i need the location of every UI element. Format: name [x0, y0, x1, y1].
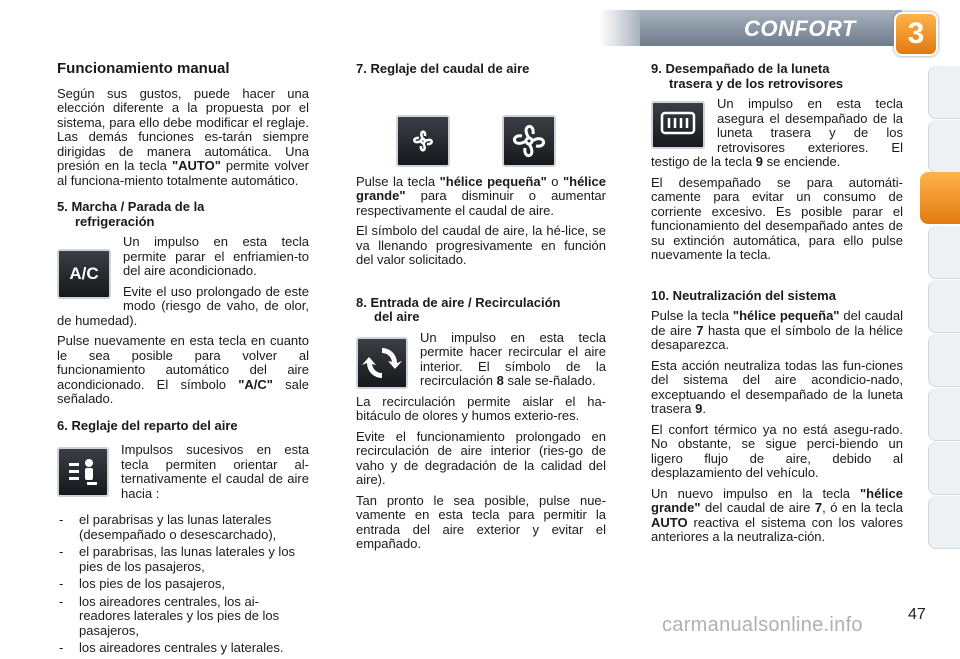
ref-number: 7	[814, 500, 823, 515]
paragraph: El símbolo del caudal de aire, la hé-lice, se va llenando progresivamente en función del valor solicitado.	[356, 223, 606, 267]
chapter-tab[interactable]	[928, 226, 960, 279]
column-1	[57, 62, 309, 659]
text: del caudal de aire	[700, 500, 815, 515]
chapter-tab[interactable]	[928, 496, 960, 549]
text: se enciende.	[763, 154, 841, 169]
text: Según sus gustos, puede hacer una elección diferente a la propuesta por el sistema, para ello debe modificar el reglaje. Las demás funciones es-tarán siempre dirigidas de manera automática. Una presión en la tecla	[57, 85, 309, 173]
paragraph	[651, 309, 903, 353]
title-line: 9. Desempañado de la luneta	[651, 61, 830, 76]
paragraph: La recirculación permite aislar el ha-bitáculo de olores y humos exterio-res.	[356, 393, 606, 423]
title-line: 5. Marcha / Parada de la	[57, 199, 205, 214]
text: reactiva el sistema con los valores anteriores a la neutraliza-ción.	[651, 514, 903, 544]
key-label: "hélice grande"	[356, 173, 606, 203]
recirculation-icon	[358, 339, 406, 387]
chapter-tab-active[interactable]	[920, 172, 960, 224]
ref-number: 9	[695, 401, 703, 416]
fan-icons-row	[356, 83, 606, 171]
text: Pulse la tecla	[651, 308, 733, 323]
paragraph: El desempañado se para automáti-camente para evitar un consumo de corriente excesivo. Es posible parar el funcionamiento del desempañado antes de su extinción automática, para ello pulse nuevamente la tecla.	[651, 174, 903, 262]
large-fan-icon	[502, 115, 556, 167]
air-distribution-list	[57, 513, 309, 656]
paragraph	[651, 487, 903, 545]
ref-number: 9	[755, 154, 764, 169]
chapter-tab[interactable]	[928, 280, 960, 333]
chapter-tab[interactable]	[928, 120, 960, 173]
paragraph: El confort térmico ya no está asegu-rado. No obstante, se sigue perci-biendo un ligero flujo de aire, debido al desplazamiento del vehículo.	[651, 421, 903, 480]
paragraph: Evite el funcionamiento prolongado en recirculación de aire interior (ries-go de vaho y de degradación de la calidad del aire).	[356, 428, 606, 487]
text: del caudal de aire	[651, 308, 904, 338]
list-item: - el parabrisas, las lunas laterales y los pies de los pasajeros,	[57, 545, 309, 574]
title-line: refrigeración	[75, 213, 155, 229]
list-item: - los aireadores centrales y laterales.	[57, 641, 309, 656]
small-fan-icon	[398, 117, 448, 165]
column-3	[651, 62, 903, 551]
key-label: "hélice grande"	[651, 485, 903, 515]
chapter-number-badge: 3	[894, 12, 938, 56]
text: permite volver al funciona-miento totalmente automático.	[57, 158, 310, 188]
section-8-block	[356, 331, 606, 395]
chapter-tabs	[928, 66, 960, 586]
text: Pulse la tecla	[356, 173, 440, 189]
key-label: "hélice pequeña"	[439, 173, 547, 189]
chapter-title: CONFORT	[744, 16, 856, 41]
chapter-tab[interactable]	[928, 66, 960, 119]
text: Esta acción neutraliza todas las fun-ciones del sistema del aire acondicio-nado, exceptuando el desempañado de la luneta trasera	[651, 357, 903, 416]
page-number: 47	[908, 606, 926, 623]
large-fan-icon	[504, 117, 554, 165]
text: o	[546, 173, 563, 189]
list-item: - el parabrisas y las lunas laterales (desempañado o desescarchado),	[57, 513, 309, 542]
ref-number: 8	[496, 373, 504, 388]
text: Pulse nuevamente en esta tecla en cuanto le sea posible para volver al funcionamiento automático del aire acondicionado. El símbolo	[57, 333, 309, 392]
paragraph: Tan pronto le sea posible, pulse nue-vamente en esta tecla para permitir la entrada del aire exterior y evitar el empañado.	[356, 492, 606, 551]
chapter-tab[interactable]	[928, 388, 960, 441]
list-item: - los aireadores centrales, los ai-readores laterales y los pies de los pasajeros,	[57, 595, 309, 639]
key-label: AUTO	[651, 514, 688, 530]
section-6-block	[57, 443, 309, 507]
section-8-title	[356, 296, 606, 325]
key-label: "hélice pequeña"	[732, 308, 840, 323]
section-10-title: 10. Neutralización del sistema	[651, 287, 836, 303]
chapter-tab[interactable]	[928, 334, 960, 387]
air-distribution-icon	[59, 449, 107, 495]
page-header	[0, 0, 960, 52]
section-6-title: 6. Reglaje del reparto del aire	[57, 417, 238, 433]
section-9-title	[651, 62, 903, 91]
text: sale señalado.	[57, 376, 309, 406]
key-label: "AUTO"	[171, 158, 221, 173]
paragraph: Evite el uso prolongado de este modo (riesgo de vaho, de olor, de humedad).	[57, 283, 309, 328]
section-7-title: 7. Reglaje del caudal de aire	[356, 61, 530, 76]
paragraph: Un impulso en esta tecla permite parar el enfriamien-to del aire acondicionado.	[123, 235, 309, 278]
chapter-tab[interactable]	[928, 442, 960, 495]
text: .	[702, 401, 706, 416]
text: sale se-ñalado.	[503, 373, 596, 388]
title-line: del aire	[374, 309, 420, 324]
recirculation-icon	[356, 337, 408, 389]
text: para disminuir o aumentar respectivamente el caudal de aire.	[356, 188, 606, 218]
section-5-title	[57, 200, 309, 229]
key-label: "A/C"	[238, 376, 273, 392]
title-line: 8. Entrada de aire / Recirculación	[356, 294, 561, 310]
watermark: carmanualsonline.info	[662, 614, 863, 636]
text: , ó en la tecla	[822, 500, 904, 515]
column-2	[356, 62, 606, 558]
small-fan-icon	[396, 115, 450, 167]
ref-number: 7	[696, 322, 704, 338]
section-9-block	[651, 97, 903, 176]
ac-button-icon: A/C	[57, 249, 111, 299]
paragraph	[356, 175, 606, 219]
section-title: Funcionamiento manual	[57, 60, 230, 77]
text: Un impulso en esta tecla permite hacer recircular el aire interior. El símbolo de la recirculación	[420, 330, 606, 388]
intro-paragraph	[57, 87, 309, 189]
rear-defrost-icon	[651, 101, 705, 149]
rear-defrost-icon	[653, 103, 703, 147]
text: hasta que el símbolo de la hélice desaparezca.	[651, 322, 903, 352]
title-line: trasera y de los retrovisores	[669, 75, 844, 91]
list-item: - los pies de los pasajeros,	[57, 577, 309, 592]
text: Un impulso en esta tecla asegura el desempañado de la luneta trasera y de los retrovisores exteriores. El testigo de la tecla	[651, 97, 903, 169]
paragraph	[57, 334, 309, 407]
section-5-block	[57, 235, 309, 334]
paragraph	[651, 359, 903, 417]
text: Un nuevo impulso en la tecla	[651, 485, 860, 501]
paragraph: Impulsos sucesivos en esta tecla permiten orientar al-ternativamente el caudal de aire hacia :	[121, 443, 309, 501]
air-distribution-icon	[57, 447, 109, 497]
